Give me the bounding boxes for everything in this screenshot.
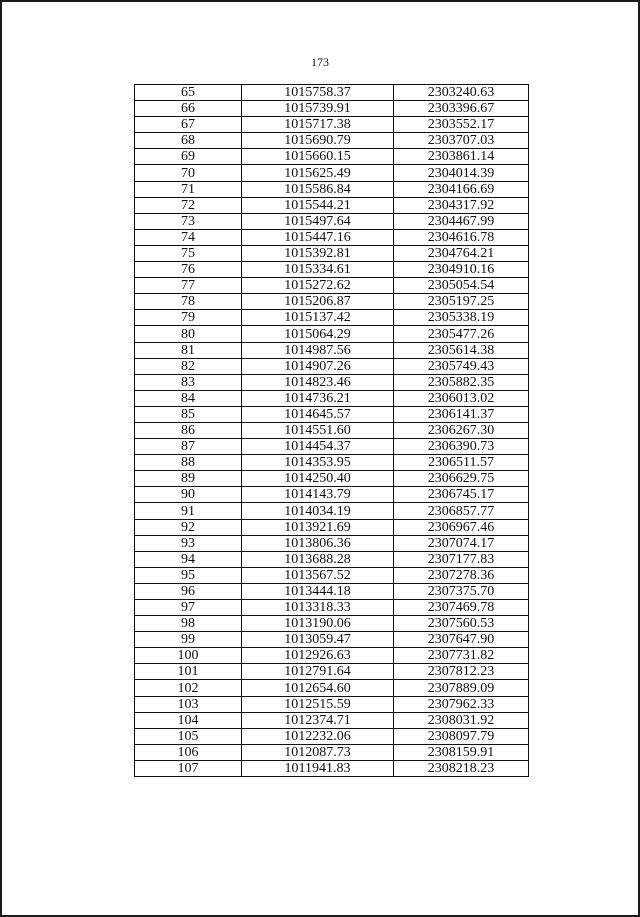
point-number-cell: 78 xyxy=(135,294,242,310)
y-coordinate-cell: 2307278.36 xyxy=(394,567,529,583)
table-row xyxy=(135,487,529,503)
table-row xyxy=(135,310,529,326)
point-number-cell: 107 xyxy=(135,760,242,776)
table-row xyxy=(135,728,529,744)
x-coordinate-cell: 1014454.37 xyxy=(242,439,394,455)
x-coordinate-cell: 1014143.79 xyxy=(242,487,394,503)
table-row xyxy=(135,278,529,294)
point-number-cell: 66 xyxy=(135,101,242,117)
y-coordinate-cell: 2307177.83 xyxy=(394,551,529,567)
table-row xyxy=(135,519,529,535)
x-coordinate-cell: 1015544.21 xyxy=(242,197,394,213)
table-row xyxy=(135,245,529,261)
point-number-cell: 80 xyxy=(135,326,242,342)
point-number-cell: 98 xyxy=(135,616,242,632)
y-coordinate-cell: 2307731.82 xyxy=(394,648,529,664)
y-coordinate-cell: 2305054.54 xyxy=(394,278,529,294)
y-coordinate-cell: 2307647.90 xyxy=(394,632,529,648)
x-coordinate-cell: 1014353.95 xyxy=(242,455,394,471)
table-row xyxy=(135,374,529,390)
y-coordinate-cell: 2308097.79 xyxy=(394,728,529,744)
table-row xyxy=(135,600,529,616)
table-row xyxy=(135,358,529,374)
y-coordinate-cell: 2303552.17 xyxy=(394,117,529,133)
point-number-cell: 68 xyxy=(135,133,242,149)
point-number-cell: 93 xyxy=(135,535,242,551)
y-coordinate-cell: 2303707.03 xyxy=(394,133,529,149)
x-coordinate-cell: 1014823.46 xyxy=(242,374,394,390)
y-coordinate-cell: 2306857.77 xyxy=(394,503,529,519)
x-coordinate-cell: 1013444.18 xyxy=(242,583,394,599)
y-coordinate-cell: 2307560.53 xyxy=(394,616,529,632)
table-row xyxy=(135,535,529,551)
x-coordinate-cell: 1015064.29 xyxy=(242,326,394,342)
y-coordinate-cell: 2307375.70 xyxy=(394,583,529,599)
page-border-top xyxy=(0,0,640,2)
y-coordinate-cell: 2306629.75 xyxy=(394,471,529,487)
point-number-cell: 77 xyxy=(135,278,242,294)
y-coordinate-cell: 2307962.33 xyxy=(394,696,529,712)
y-coordinate-cell: 2306141.37 xyxy=(394,406,529,422)
y-coordinate-cell: 2304014.39 xyxy=(394,165,529,181)
x-coordinate-cell: 1015586.84 xyxy=(242,181,394,197)
x-coordinate-cell: 1015758.37 xyxy=(242,85,394,101)
coordinates-table-body xyxy=(135,85,529,777)
point-number-cell: 101 xyxy=(135,664,242,680)
table-row xyxy=(135,696,529,712)
point-number-cell: 90 xyxy=(135,487,242,503)
y-coordinate-cell: 2303861.14 xyxy=(394,149,529,165)
y-coordinate-cell: 2304467.99 xyxy=(394,213,529,229)
x-coordinate-cell: 1013806.36 xyxy=(242,535,394,551)
y-coordinate-cell: 2306390.73 xyxy=(394,439,529,455)
table-row xyxy=(135,149,529,165)
point-number-cell: 76 xyxy=(135,262,242,278)
x-coordinate-cell: 1015690.79 xyxy=(242,133,394,149)
x-coordinate-cell: 1015717.38 xyxy=(242,117,394,133)
table-row xyxy=(135,181,529,197)
table-row xyxy=(135,406,529,422)
point-number-cell: 100 xyxy=(135,648,242,664)
y-coordinate-cell: 2306511.57 xyxy=(394,455,529,471)
y-coordinate-cell: 2307074.17 xyxy=(394,535,529,551)
x-coordinate-cell: 1013688.28 xyxy=(242,551,394,567)
point-number-cell: 74 xyxy=(135,229,242,245)
y-coordinate-cell: 2304910.16 xyxy=(394,262,529,278)
x-coordinate-cell: 1013190.06 xyxy=(242,616,394,632)
x-coordinate-cell: 1015272.62 xyxy=(242,278,394,294)
x-coordinate-cell: 1012087.73 xyxy=(242,744,394,760)
y-coordinate-cell: 2307812.23 xyxy=(394,664,529,680)
point-number-cell: 103 xyxy=(135,696,242,712)
point-number-cell: 106 xyxy=(135,744,242,760)
x-coordinate-cell: 1015137.42 xyxy=(242,310,394,326)
y-coordinate-cell: 2303396.67 xyxy=(394,101,529,117)
table-row xyxy=(135,455,529,471)
table-row xyxy=(135,616,529,632)
y-coordinate-cell: 2308031.92 xyxy=(394,712,529,728)
point-number-cell: 89 xyxy=(135,471,242,487)
table-row xyxy=(135,503,529,519)
point-number-cell: 102 xyxy=(135,680,242,696)
point-number-cell: 97 xyxy=(135,600,242,616)
x-coordinate-cell: 1015447.16 xyxy=(242,229,394,245)
page-border-left xyxy=(0,0,2,917)
table-row xyxy=(135,101,529,117)
x-coordinate-cell: 1013059.47 xyxy=(242,632,394,648)
x-coordinate-cell: 1014736.21 xyxy=(242,390,394,406)
x-coordinate-cell: 1015206.87 xyxy=(242,294,394,310)
x-coordinate-cell: 1014250.40 xyxy=(242,471,394,487)
table-row xyxy=(135,648,529,664)
point-number-cell: 86 xyxy=(135,422,242,438)
x-coordinate-cell: 1015625.49 xyxy=(242,165,394,181)
table-row xyxy=(135,439,529,455)
point-number-cell: 92 xyxy=(135,519,242,535)
table-row xyxy=(135,680,529,696)
y-coordinate-cell: 2305338.19 xyxy=(394,310,529,326)
y-coordinate-cell: 2305614.38 xyxy=(394,342,529,358)
point-number-cell: 65 xyxy=(135,85,242,101)
point-number-cell: 70 xyxy=(135,165,242,181)
point-number-cell: 69 xyxy=(135,149,242,165)
y-coordinate-cell: 2306013.02 xyxy=(394,390,529,406)
y-coordinate-cell: 2305749.43 xyxy=(394,358,529,374)
point-number-cell: 83 xyxy=(135,374,242,390)
y-coordinate-cell: 2307469.78 xyxy=(394,600,529,616)
table-row xyxy=(135,664,529,680)
table-row xyxy=(135,712,529,728)
table-row xyxy=(135,326,529,342)
table-row xyxy=(135,583,529,599)
y-coordinate-cell: 2304616.78 xyxy=(394,229,529,245)
x-coordinate-cell: 1012232.06 xyxy=(242,728,394,744)
table-row xyxy=(135,632,529,648)
point-number-cell: 71 xyxy=(135,181,242,197)
point-number-cell: 96 xyxy=(135,583,242,599)
table-row xyxy=(135,213,529,229)
x-coordinate-cell: 1012515.59 xyxy=(242,696,394,712)
x-coordinate-cell: 1013567.52 xyxy=(242,567,394,583)
table-row xyxy=(135,262,529,278)
table-row xyxy=(135,744,529,760)
x-coordinate-cell: 1015392.81 xyxy=(242,245,394,261)
y-coordinate-cell: 2305197.25 xyxy=(394,294,529,310)
x-coordinate-cell: 1013921.69 xyxy=(242,519,394,535)
point-number-cell: 94 xyxy=(135,551,242,567)
point-number-cell: 73 xyxy=(135,213,242,229)
point-number-cell: 85 xyxy=(135,406,242,422)
table-row xyxy=(135,133,529,149)
coordinates-table xyxy=(134,84,529,777)
table-row xyxy=(135,471,529,487)
x-coordinate-cell: 1015660.15 xyxy=(242,149,394,165)
y-coordinate-cell: 2307889.09 xyxy=(394,680,529,696)
table-row xyxy=(135,551,529,567)
x-coordinate-cell: 1013318.33 xyxy=(242,600,394,616)
y-coordinate-cell: 2306967.46 xyxy=(394,519,529,535)
point-number-cell: 91 xyxy=(135,503,242,519)
x-coordinate-cell: 1015497.64 xyxy=(242,213,394,229)
point-number-cell: 82 xyxy=(135,358,242,374)
point-number-cell: 95 xyxy=(135,567,242,583)
table-row xyxy=(135,390,529,406)
x-coordinate-cell: 1012374.71 xyxy=(242,712,394,728)
y-coordinate-cell: 2304317.92 xyxy=(394,197,529,213)
y-coordinate-cell: 2304764.21 xyxy=(394,245,529,261)
x-coordinate-cell: 1014034.19 xyxy=(242,503,394,519)
table-row xyxy=(135,760,529,776)
table-row xyxy=(135,165,529,181)
x-coordinate-cell: 1015739.91 xyxy=(242,101,394,117)
table-row xyxy=(135,567,529,583)
y-coordinate-cell: 2308159.91 xyxy=(394,744,529,760)
table-row xyxy=(135,197,529,213)
y-coordinate-cell: 2304166.69 xyxy=(394,181,529,197)
coordinates-table-wrapper xyxy=(134,84,528,777)
y-coordinate-cell: 2305882.35 xyxy=(394,374,529,390)
x-coordinate-cell: 1014645.57 xyxy=(242,406,394,422)
point-number-cell: 88 xyxy=(135,455,242,471)
y-coordinate-cell: 2306267.30 xyxy=(394,422,529,438)
point-number-cell: 75 xyxy=(135,245,242,261)
x-coordinate-cell: 1012791.64 xyxy=(242,664,394,680)
table-row xyxy=(135,229,529,245)
y-coordinate-cell: 2306745.17 xyxy=(394,487,529,503)
point-number-cell: 81 xyxy=(135,342,242,358)
table-row xyxy=(135,117,529,133)
y-coordinate-cell: 2305477.26 xyxy=(394,326,529,342)
table-row xyxy=(135,342,529,358)
x-coordinate-cell: 1014551.60 xyxy=(242,422,394,438)
table-row xyxy=(135,294,529,310)
table-row xyxy=(135,422,529,438)
y-coordinate-cell: 2308218.23 xyxy=(394,760,529,776)
y-coordinate-cell: 2303240.63 xyxy=(394,85,529,101)
point-number-cell: 99 xyxy=(135,632,242,648)
point-number-cell: 79 xyxy=(135,310,242,326)
page-number: 173 xyxy=(311,55,329,69)
table-row xyxy=(135,85,529,101)
point-number-cell: 105 xyxy=(135,728,242,744)
point-number-cell: 72 xyxy=(135,197,242,213)
x-coordinate-cell: 1012926.63 xyxy=(242,648,394,664)
x-coordinate-cell: 1014907.26 xyxy=(242,358,394,374)
point-number-cell: 84 xyxy=(135,390,242,406)
x-coordinate-cell: 1015334.61 xyxy=(242,262,394,278)
point-number-cell: 67 xyxy=(135,117,242,133)
point-number-cell: 104 xyxy=(135,712,242,728)
x-coordinate-cell: 1011941.83 xyxy=(242,760,394,776)
x-coordinate-cell: 1012654.60 xyxy=(242,680,394,696)
point-number-cell: 87 xyxy=(135,439,242,455)
x-coordinate-cell: 1014987.56 xyxy=(242,342,394,358)
